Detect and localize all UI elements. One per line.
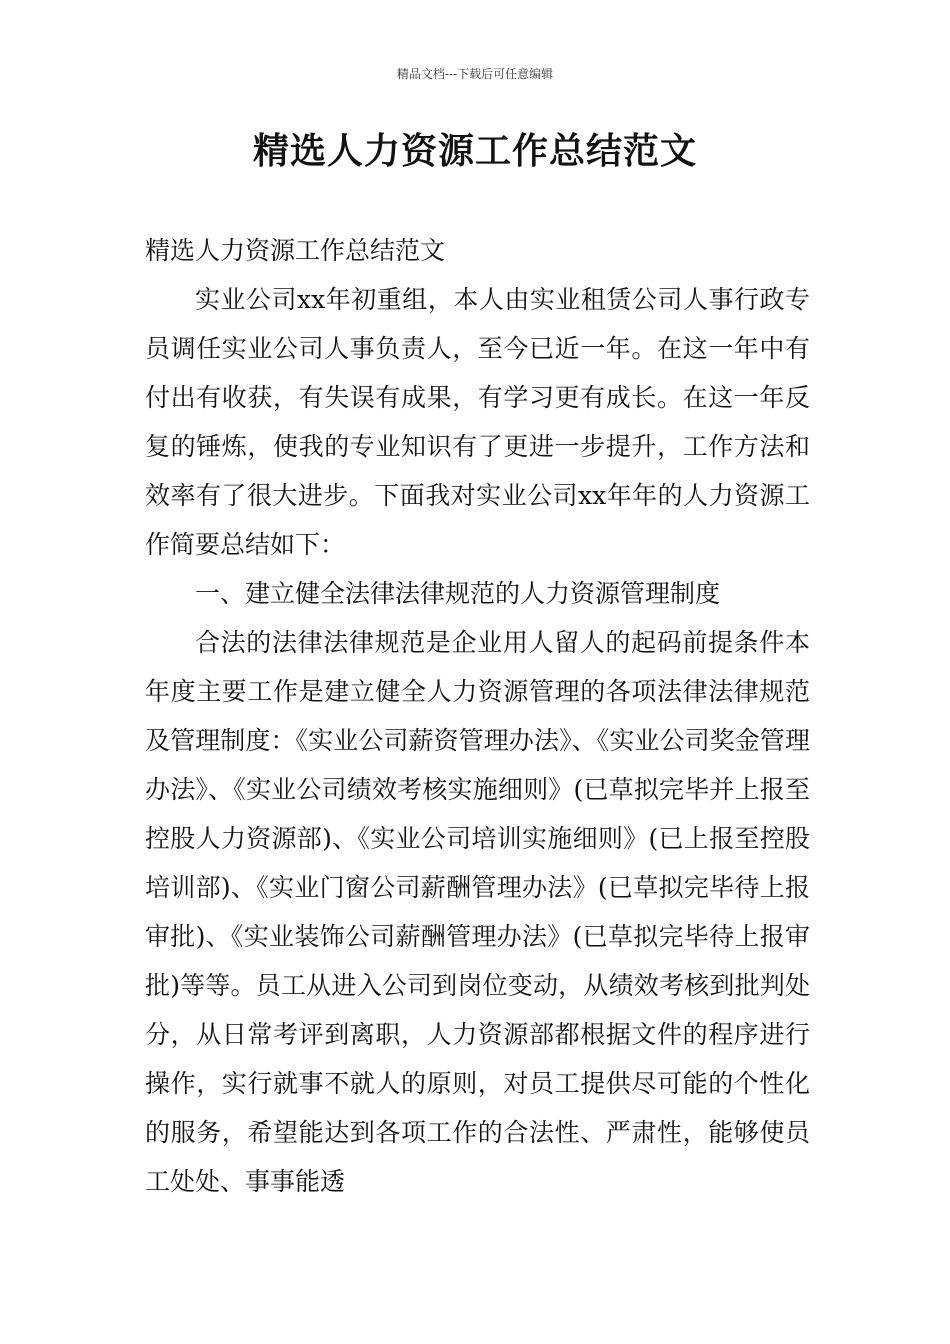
document-body [145,226,810,1206]
paragraph: 合法的法律法律规范是企业用人留人的起码前提条件本年度主要工作是建立健全人力资源管理的各项法律法律规范及管理制度：《实业公司薪资管理办法》、《实业公司奖金管理办法》、《实业公司绩效考核实施细则》(已草拟完毕并上报至控股人力资源部)、《实业公司培训实施细则》(已上报至控股培训部)、《实业门窗公司薪酬管理办法》(已草拟完毕待上报审批)、《实业装饰公司薪酬管理办法》(已草拟完毕待上报审批)等等。员工从进入公司到岗位变动，从绩效考核到批判处分，从日常考评到离职，人力资源部都根据文件的程序进行操作，实行就事不就人的原则，对员工提供尽可能的个性化的服务，希望能达到各项工作的合法性、严肃性，能够使员工处处、事事能透 [145,628,810,1196]
page-header: 精品文档---下载后可任意编辑 [396,67,554,81]
paragraph: 实业公司xx年初重组，本人由实业租赁公司人事行政专员调任实业公司人事负责人，至今已近一年。在这一年中有付出有收获，有失误有成果，有学习更有成长。在这一年反复的锤炼，使我的专业知识有了更进一步提升，工作方法和效率有了很大进步。下面我对实业公司xx年年的人力资源工作简要总结如下： [145,285,810,559]
document-subtitle: 精选人力资源工作总结范文 [145,236,446,265]
document-title: 精选人力资源工作总结范文 [252,131,697,172]
section-heading: 一、建立健全法律法律规范的人力资源管理制度 [195,579,721,608]
